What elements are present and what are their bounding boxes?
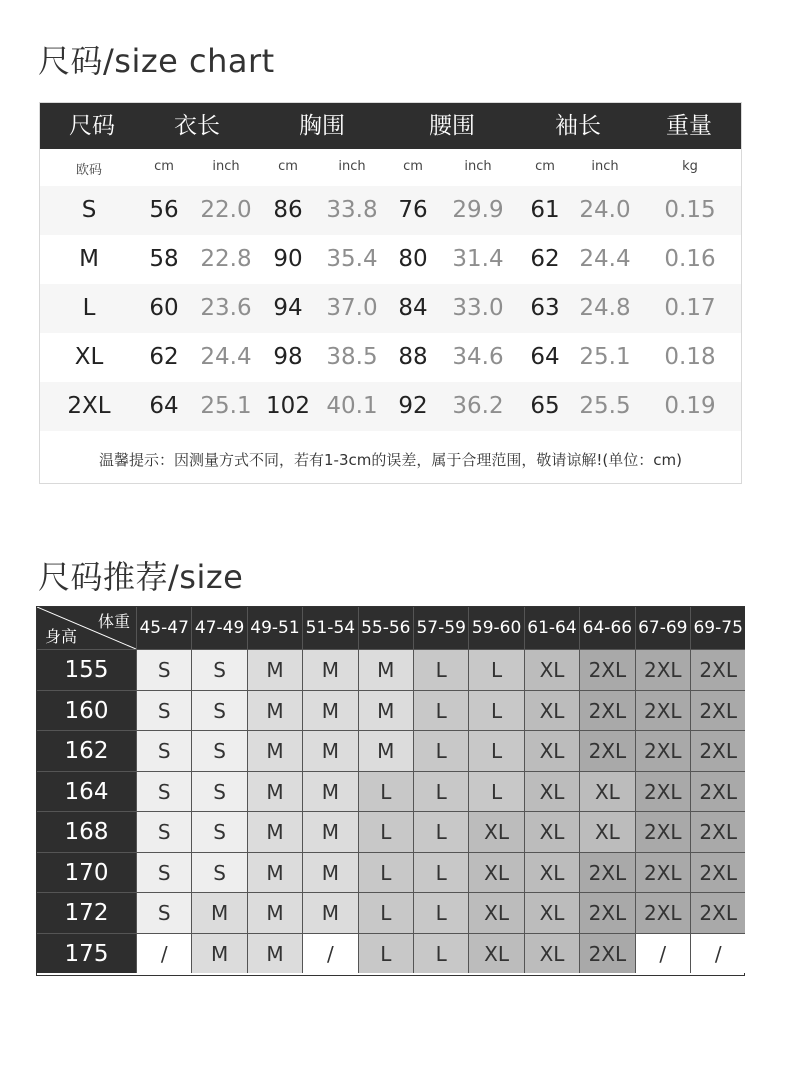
- size-value: 64: [149, 393, 179, 419]
- unit-label: 欧码: [75, 163, 102, 178]
- weight-col-header: 59-60: [468, 607, 523, 649]
- size-cell: 2XL: [635, 771, 690, 812]
- size-value: 0.16: [664, 246, 716, 272]
- size-cell: M: [302, 811, 357, 852]
- size-value: 0.15: [664, 197, 716, 223]
- size-value: 64: [530, 344, 560, 370]
- unit-label: cm: [403, 159, 423, 174]
- size-cell: M: [302, 649, 357, 690]
- size-cell: L: [468, 730, 523, 771]
- size-value: 25.5: [579, 393, 631, 419]
- size-value: 40.1: [326, 393, 378, 419]
- size-cell: 2XL: [579, 730, 634, 771]
- size-cell: S: [136, 649, 191, 690]
- size-cell: L: [358, 852, 413, 893]
- size-cell: 2XL: [635, 730, 690, 771]
- size-value: 61: [530, 197, 560, 223]
- size-cell: L: [413, 892, 468, 933]
- size-value: 56: [149, 197, 179, 223]
- size-value: 65: [530, 393, 560, 419]
- size-cell: S: [136, 690, 191, 731]
- size-cell: XL: [468, 892, 523, 933]
- size-recommend-title: 尺码推荐/size: [38, 558, 244, 596]
- size-cell: XL: [468, 811, 523, 852]
- size-cell: XL: [524, 852, 579, 893]
- size-cell: S: [191, 811, 246, 852]
- size-cell: S: [191, 730, 246, 771]
- size-chart-table: [39, 102, 742, 484]
- size-cell: XL: [524, 690, 579, 731]
- header-1: 衣长: [174, 113, 220, 139]
- size-value: 22.8: [200, 246, 252, 272]
- size-cell: L: [413, 771, 468, 812]
- size-value: 24.0: [579, 197, 631, 223]
- grid-corner-header: [37, 607, 136, 649]
- size-value: 98: [273, 344, 303, 370]
- weight-col-header: 49-51: [247, 607, 302, 649]
- size-cell: S: [136, 852, 191, 893]
- size-cell: XL: [524, 730, 579, 771]
- size-row: [40, 382, 741, 431]
- size-cell: L: [413, 811, 468, 852]
- size-recommend-grid: [36, 606, 745, 976]
- unit-label: cm: [278, 159, 298, 174]
- height-row-header: 170: [37, 852, 136, 893]
- size-cell: M: [247, 811, 302, 852]
- size-row: [40, 235, 741, 284]
- size-cell: L: [468, 649, 523, 690]
- size-row: [40, 333, 741, 382]
- size-cell: M: [302, 771, 357, 812]
- size-cell: XL: [468, 933, 523, 974]
- size-cell: M: [302, 730, 357, 771]
- size-cell: M: [358, 649, 413, 690]
- header-0: 尺码: [69, 113, 115, 139]
- height-row-header: 168: [37, 811, 136, 852]
- size-value: 24.4: [579, 246, 631, 272]
- size-cell: /: [635, 933, 690, 974]
- header-5: 重量: [666, 113, 712, 139]
- size-cell: XL: [524, 811, 579, 852]
- size-value: 36.2: [452, 393, 504, 419]
- weight-col-header: 61-64: [524, 607, 579, 649]
- size-cell: /: [690, 933, 745, 974]
- height-row-header: 172: [37, 892, 136, 933]
- size-value: 60: [149, 295, 179, 321]
- unit-label: kg: [682, 159, 698, 174]
- size-cell: L: [358, 892, 413, 933]
- height-row-header: 175: [37, 933, 136, 974]
- size-value: 0.19: [664, 393, 716, 419]
- size-cell: XL: [524, 649, 579, 690]
- size-value: 90: [273, 246, 303, 272]
- size-chart-header-row: [40, 103, 741, 149]
- size-cell: M: [191, 933, 246, 974]
- header-3: 腰围: [429, 113, 475, 139]
- size-cell: L: [413, 852, 468, 893]
- size-value: 33.0: [452, 295, 504, 321]
- size-label: 2XL: [67, 393, 111, 419]
- size-cell: 2XL: [635, 649, 690, 690]
- weight-col-header: 64-66: [579, 607, 634, 649]
- size-cell: 2XL: [635, 852, 690, 893]
- size-value: 38.5: [326, 344, 378, 370]
- size-cell: M: [247, 771, 302, 812]
- size-cell: S: [136, 892, 191, 933]
- size-cell: L: [468, 690, 523, 731]
- size-label: XL: [74, 344, 104, 370]
- size-cell: M: [247, 690, 302, 731]
- size-cell: L: [413, 933, 468, 974]
- size-cell: 2XL: [690, 771, 745, 812]
- size-value: 35.4: [326, 246, 378, 272]
- size-cell: S: [136, 811, 191, 852]
- size-value: 86: [273, 197, 303, 223]
- size-cell: L: [413, 690, 468, 731]
- size-cell: XL: [524, 933, 579, 974]
- size-label: S: [81, 197, 97, 223]
- corner-weight-label: 体重: [97, 612, 130, 631]
- size-cell: XL: [579, 771, 634, 812]
- unit-label: cm: [154, 159, 174, 174]
- size-cell: L: [358, 771, 413, 812]
- size-value: 92: [398, 393, 428, 419]
- size-cell: 2XL: [690, 811, 745, 852]
- weight-col-header: 69-75: [690, 607, 745, 649]
- size-cell: L: [468, 771, 523, 812]
- size-cell: M: [247, 730, 302, 771]
- size-chart-title: 尺码/size chart: [38, 42, 275, 80]
- size-cell: M: [302, 852, 357, 893]
- size-cell: M: [302, 690, 357, 731]
- size-cell: S: [136, 771, 191, 812]
- size-cell: 2XL: [579, 852, 634, 893]
- size-cell: XL: [468, 852, 523, 893]
- size-cell: XL: [524, 771, 579, 812]
- size-cell: S: [136, 730, 191, 771]
- measurement-note: 温馨提示：因测量方式不同，若有1-3cm的误差，属于合理范围，敬请谅解!(单位：cm): [99, 451, 682, 469]
- size-value: 102: [266, 393, 310, 419]
- size-cell: 2XL: [690, 892, 745, 933]
- size-cell: 2XL: [579, 933, 634, 974]
- size-cell: M: [302, 892, 357, 933]
- size-cell: XL: [579, 811, 634, 852]
- size-cell: S: [191, 649, 246, 690]
- unit-label: inch: [212, 159, 240, 174]
- size-cell: 2XL: [579, 649, 634, 690]
- size-value: 94: [273, 295, 303, 321]
- size-value: 0.18: [664, 344, 716, 370]
- header-2: 胸围: [299, 113, 345, 139]
- weight-col-header: 57-59: [413, 607, 468, 649]
- size-value: 31.4: [452, 246, 504, 272]
- size-value: 88: [398, 344, 428, 370]
- size-cell: 2XL: [690, 690, 745, 731]
- unit-label: inch: [464, 159, 492, 174]
- size-cell: S: [191, 771, 246, 812]
- size-cell: M: [247, 649, 302, 690]
- size-value: 24.8: [579, 295, 631, 321]
- unit-label: cm: [535, 159, 555, 174]
- size-cell: 2XL: [579, 892, 634, 933]
- weight-col-header: 55-56: [358, 607, 413, 649]
- size-value: 24.4: [200, 344, 252, 370]
- size-cell: 2XL: [579, 690, 634, 731]
- size-cell: 2XL: [690, 730, 745, 771]
- size-row: [40, 186, 741, 235]
- size-cell: L: [358, 933, 413, 974]
- size-value: 23.6: [200, 295, 252, 321]
- size-value: 0.17: [664, 295, 716, 321]
- size-cell: S: [191, 690, 246, 731]
- height-row-header: 164: [37, 771, 136, 812]
- size-value: 25.1: [579, 344, 631, 370]
- size-value: 84: [398, 295, 428, 321]
- size-cell: 2XL: [690, 852, 745, 893]
- size-value: 80: [398, 246, 428, 272]
- size-label: L: [82, 295, 96, 321]
- size-cell: M: [247, 892, 302, 933]
- size-cell: 2XL: [635, 690, 690, 731]
- size-value: 34.6: [452, 344, 504, 370]
- size-cell: XL: [524, 892, 579, 933]
- size-cell: L: [413, 649, 468, 690]
- size-value: 63: [530, 295, 560, 321]
- size-cell: M: [358, 690, 413, 731]
- size-row: [40, 284, 741, 333]
- weight-col-header: 47-49: [191, 607, 246, 649]
- size-cell: M: [247, 933, 302, 974]
- size-cell: 2XL: [635, 811, 690, 852]
- size-value: 25.1: [200, 393, 252, 419]
- size-cell: /: [136, 933, 191, 974]
- size-cell: L: [358, 811, 413, 852]
- header-4: 袖长: [555, 113, 601, 139]
- size-value: 37.0: [326, 295, 378, 321]
- corner-height-label: 身高: [45, 627, 78, 646]
- weight-col-header: 51-54: [302, 607, 357, 649]
- unit-label: inch: [591, 159, 619, 174]
- height-row-header: 155: [37, 649, 136, 690]
- size-value: 62: [530, 246, 560, 272]
- size-cell: M: [358, 730, 413, 771]
- size-label: M: [79, 246, 99, 272]
- height-row-header: 162: [37, 730, 136, 771]
- size-cell: M: [247, 852, 302, 893]
- size-value: 22.0: [200, 197, 252, 223]
- unit-label: inch: [338, 159, 366, 174]
- size-cell: S: [191, 852, 246, 893]
- size-value: 58: [149, 246, 179, 272]
- size-value: 29.9: [452, 197, 504, 223]
- size-value: 33.8: [326, 197, 378, 223]
- size-value: 76: [398, 197, 428, 223]
- weight-col-header: 45-47: [136, 607, 191, 649]
- size-cell: M: [191, 892, 246, 933]
- size-value: 62: [149, 344, 179, 370]
- weight-col-header: 67-69: [635, 607, 690, 649]
- size-cell: /: [302, 933, 357, 974]
- size-cell: 2XL: [690, 649, 745, 690]
- height-row-header: 160: [37, 690, 136, 731]
- size-cell: 2XL: [635, 892, 690, 933]
- size-cell: L: [413, 730, 468, 771]
